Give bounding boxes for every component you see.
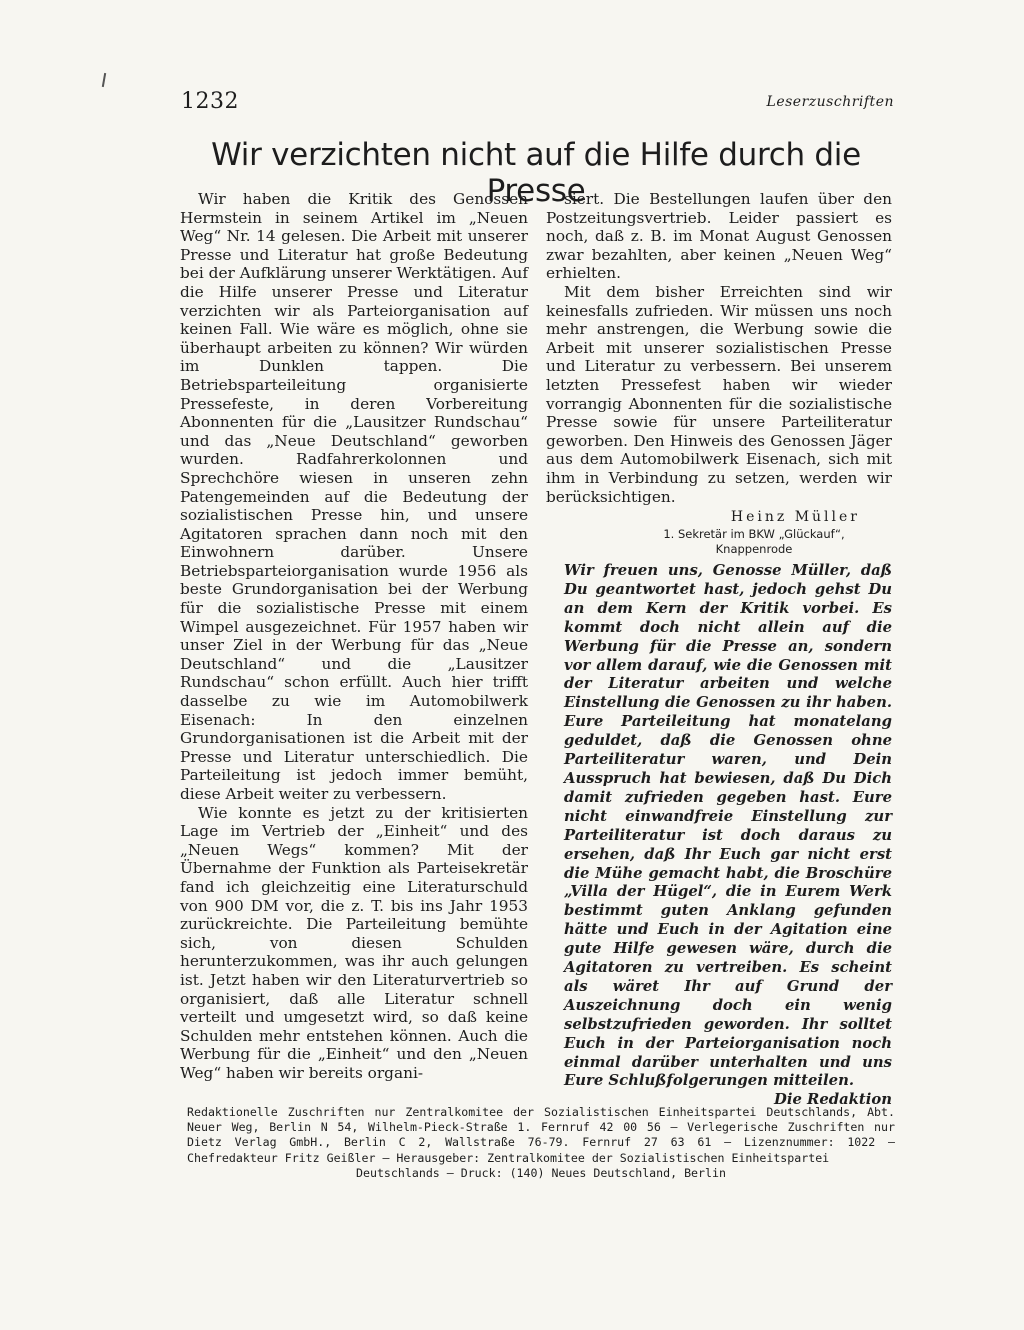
author-role: [616, 527, 892, 557]
author-location: Knappenrode: [715, 541, 793, 556]
article-title: Wir verzichten nicht auf die Hilfe durch die Presse: [211, 137, 861, 209]
page-number: 1232: [181, 89, 239, 114]
section-heading: Leserzuschriften: [766, 94, 894, 110]
author-role-line: 1. Sekretär im BKW „Glückauf“,: [663, 526, 845, 541]
editor-signature: Die Redaktion: [774, 1091, 892, 1109]
margin-mark: [102, 73, 106, 87]
paragraph: siert. Die Bestellungen laufen über den Postzeitungsvertrieb. Leider passiert es noch, daß z. B. im Monat August Genossen zwar bezahlten, aber keinen „Neuen Weg“ erhielten.: [546, 190, 892, 283]
editor-reply-text: Wir freuen uns, Genosse Müller, daß Du geantwortet hast, jedoch gehst Du an dem Kern der Kritik vorbei. Es kommt doch nicht allein auf die Werbung für die Presse an, sondern vor allem darauf, wie die Genossen mit der Literatur arbeiten und welche Einstellung die Genossen zu ihr haben. Eure Parteileitung hat monatelang geduldet, daß die Genossen ohne Parteiliteratur waren, und Dein Ausspruch hat bewiesen, daß Du Dich damit zufrieden gegeben hast. Eure nicht einwandfreie Einstellung zur Parteiliteratur ist doch daraus zu ersehen, daß Ihr Euch gar nicht erst die Mühe gemacht habt, die Broschüre „Villa der Hügel“, die in Eurem Werk bestimmt guten Anklang gefunden hätte und Euch in der Agitation eine gute Hilfe gewesen wäre, durch die Agitatoren zu vertreiben. Es scheint als wäret Ihr auf Grund der Auszeichnung doch ein wenig selbstzufrieden geworden. Ihr solltet Euch in der Parteiorganisation noch einmal darüber unterhalten und uns Eure Schlußfolgerungen mitteilen.: [564, 562, 892, 1090]
imprint: [187, 1105, 895, 1181]
imprint-text: Redaktionelle Zuschriften nur Zentralkomitee der Sozialistischen Einheitspartei Deutschlands, Abt. Neuer Weg, Berlin N 54, Wilhelm-Pieck-Straße 1. Fernruf 42 00 56 – Verlegerische Zuschriften nur Dietz Verlag GmbH., Berlin C 2, Wallstraße 76-79. Fernruf 27 63 61 – Lizenznummer: 1022 – Chefredakteur Fritz Geißler – Herausgeber: Zentralkomitee der Sozialistischen Einheitspartei: [187, 1105, 895, 1165]
editor-reply: [564, 562, 892, 1110]
right-column: [546, 190, 892, 557]
paragraph: Wir haben die Kritik des Genossen Hermstein in seinem Artikel im „Neuen Weg“ Nr. 14 gelesen. Die Arbeit mit unserer Presse und Literatur hat große Bedeutung bei der Aufklärung unserer Werktätigen. Auf die Hilfe unserer Presse und Literatur verzichten wir als Parteiorganisation auf keinen Fall. Wie wäre es möglich, ohne sie überhaupt arbeiten zu können? Wir würden im Dunklen tappen. Die Betriebsparteileitung organisierte Pressefeste, in deren Vorbereitung Abonnenten für die „Lausitzer Rundschau“ und das „Neue Deutschland“ geworben wurden. Radfahrerkolonnen und Sprechchöre wiesen in unseren zehn Patengemeinden auf die Bedeutung der sozialistischen Presse hin, und unsere Agitatoren sprachen dann noch mit den Einwohnern darüber. Unsere Betriebsparteiorganisation wurde 1956 als beste Grundorganisation bei der Werbung für die sozialistische Presse mit einem Wimpel ausgezeichnet. Für 1957 haben wir unser Ziel in der Werbung für das „Neue Deutschland“ und die „Lausitzer Rundschau“ schon erfüllt. Auch hier trifft dasselbe zu wie im Automobilwerk Eisenach: In den einzelnen Grundorganisationen ist die Arbeit mit der Presse und Literatur unterschiedlich. Die Parteileitung ist jedoch immer bemüht, diese Arbeit weiter zu verbessern.: [180, 190, 528, 803]
imprint-last-line: Deutschlands – Druck: (140) Neues Deutschland, Berlin: [356, 1165, 726, 1180]
paragraph: Wie konnte es jetzt zu der kritisierten Lage im Vertrieb der „Einheit“ und des „Neuen Wegs“ kommen? Mit der Übernahme der Funktion als Parteisekretär fand ich gleichzeitig eine Literaturschuld von 900 DM vor, die z. T. bis ins Jahr 1953 zurückreichte. Die Parteileitung bemühte sich, von diesen Schulden herunterzukommen, was ihr auch gelungen ist. Jetzt haben wir den Literaturvertrieb so organisiert, daß alle Literatur schnell verteilt und umgesetzt wird, so daß keine Schulden mehr entstehen können. Auch die Werbung für die „Einheit“ und den „Neuen Weg“ haben wir bereits organi-: [180, 803, 528, 1082]
paragraph: Mit dem bisher Erreichten sind wir keinesfalls zufrieden. Wir müssen uns noch mehr anstrengen, die Werbung sowie die Arbeit mit unserer sozialistischen Presse und Literatur zu verbessern. Bei unserem letzten Pressefest haben wir wieder vorrangig Abonnenten für die sozialistische Presse sowie für unsere Parteiliteratur geworben. Den Hinweis des Genossen Jäger aus dem Automobilwerk Eisenach, sich mit ihm in Verbindung zu setzen, werden wir berücksichtigen.: [546, 282, 892, 506]
left-column: [180, 190, 528, 1083]
author-name: Heinz Müller: [730, 509, 860, 526]
